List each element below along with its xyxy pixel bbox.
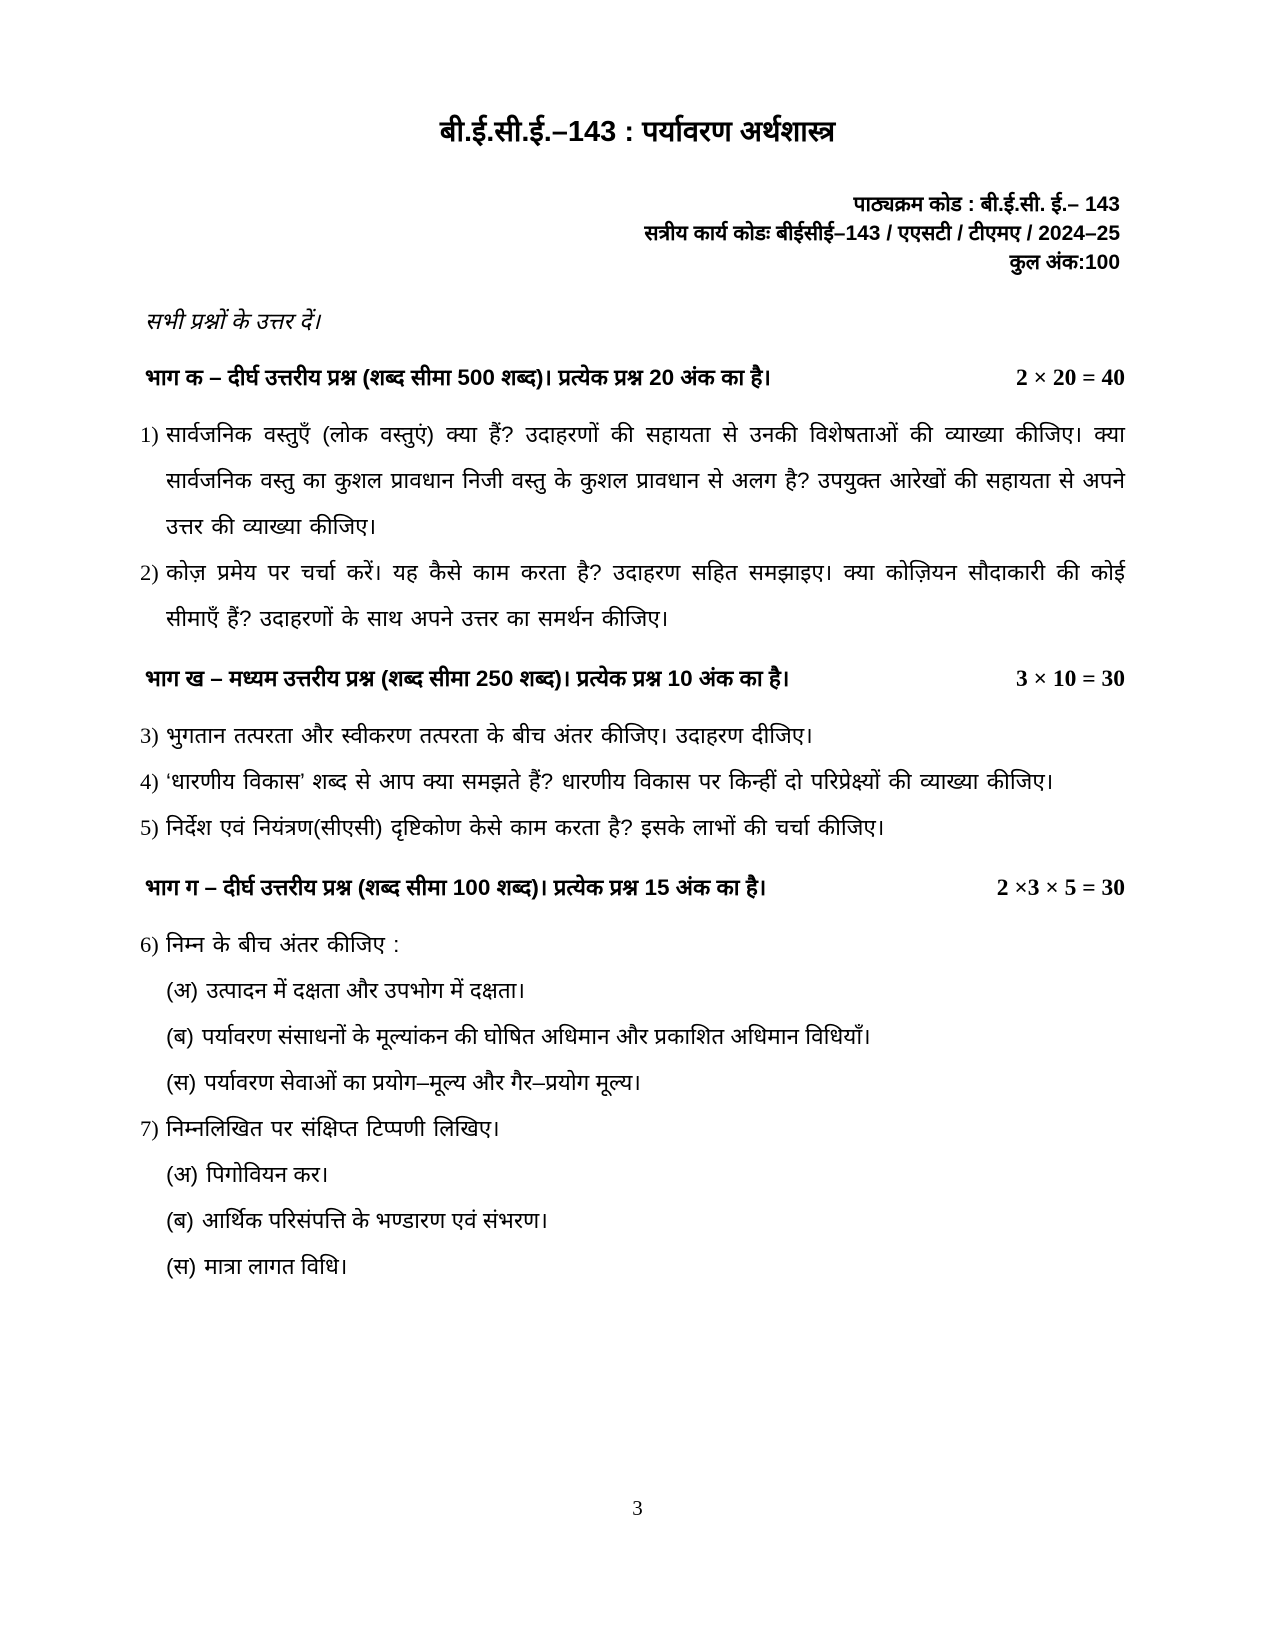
header-codes bbox=[0, 190, 1120, 277]
question-7-subitem-b-text: आर्थिक परिसंपत्ति के भण्डारण एवं संभरण। bbox=[201, 1208, 548, 1233]
question-7-subitem-b bbox=[166, 1198, 1125, 1244]
question-6-number: 6) bbox=[140, 932, 159, 957]
section-a-heading bbox=[145, 355, 1125, 401]
question-6-text: निम्न के बीच अंतर कीजिए : bbox=[166, 932, 400, 957]
section-a-marks: 2 × 20 = 40 bbox=[1015, 365, 1125, 391]
question-6-subitem-b bbox=[166, 1014, 1125, 1060]
question-7-text: निम्नलिखित पर संक्षिप्त टिप्पणी लिखिए। bbox=[166, 1116, 500, 1141]
question-3 bbox=[140, 713, 1125, 759]
assignment-code-line: सत्रीय कार्य कोडः बीईसीई–143 / एएसटी / टीएमए / 2024–25 bbox=[644, 222, 1120, 245]
question-1-text: सार्वजनिक वस्तुएँ (लोक वस्तुएं) क्या हैं? उदाहरणों की सहायता से उनकी विशेषताओं की व्याख्या कीजिए। क्या सार्वजनिक वस्तु का कुशल प्रावधान निजी वस्तु के कुशल प्रावधान से अलग है? उपयुक्त आरेखों की सहायता से अपने उत्तर की व्याख्या कीजिए। bbox=[166, 422, 1125, 539]
section-a-title: भाग क – दीर्घ उत्तरीय प्रश्न (शब्द सीमा 500 शब्द)। प्रत्येक प्रश्न 20 अंक का है। bbox=[145, 365, 771, 390]
question-2 bbox=[140, 550, 1125, 642]
question-7-subitem-c-marker: (स) bbox=[166, 1254, 197, 1279]
question-3-number: 3) bbox=[140, 723, 159, 748]
question-1 bbox=[140, 412, 1125, 550]
question-2-number: 2) bbox=[140, 560, 159, 585]
section-b-heading bbox=[145, 656, 1125, 702]
question-2-text: कोज़ प्रमेय पर चर्चा करें। यह कैसे काम करता है? उदाहरण सहित समझाइए। क्या कोज़ियन सौदाकारी की कोई सीमाएँ हैं? उदाहरणों के साथ अपने उत्तर का समर्थन कीजिए। bbox=[166, 560, 1125, 631]
section-b-marks: 3 × 10 = 30 bbox=[1015, 666, 1125, 692]
question-4-number: 4) bbox=[140, 769, 159, 794]
question-1-number: 1) bbox=[140, 422, 159, 447]
question-6 bbox=[140, 922, 1125, 968]
question-5 bbox=[140, 805, 1125, 851]
question-7-number: 7) bbox=[140, 1116, 159, 1141]
question-6-subitem-a-text: उत्पादन में दक्षता और उपभोग में दक्षता। bbox=[206, 978, 526, 1003]
question-7 bbox=[140, 1106, 1125, 1152]
question-7-subitem-a-text: पिगोवियन कर। bbox=[206, 1162, 329, 1187]
question-4 bbox=[140, 759, 1125, 805]
question-7-subitem-c-text: मात्रा लागत विधि। bbox=[204, 1254, 348, 1279]
total-marks-line: कुल अंक:100 bbox=[1009, 251, 1120, 274]
question-5-number: 5) bbox=[140, 815, 159, 840]
section-b-title: भाग ख – मध्यम उत्तरीय प्रश्न (शब्द सीमा 250 शब्द)। प्रत्येक प्रश्न 10 अंक का है। bbox=[145, 666, 790, 691]
question-7-subitem-a bbox=[166, 1152, 1125, 1198]
question-6-subitem-c-text: पर्यावरण सेवाओं का प्रयोग–मूल्य और गैर–प्रयोग मूल्य। bbox=[204, 1070, 641, 1095]
question-6-subitem-a bbox=[166, 968, 1125, 1014]
question-7-subitem-b-marker: (ब) bbox=[166, 1208, 194, 1233]
page-title: बी.ई.सी.ई.–143 : पर्यावरण अर्थशास्त्र bbox=[439, 116, 836, 148]
question-6-subitem-c-marker: (स) bbox=[166, 1070, 197, 1095]
instruction-line: सभी प्रश्नों के उत्तर दें। bbox=[145, 308, 321, 334]
question-7-subitem-a-marker: (अ) bbox=[166, 1162, 199, 1187]
question-6-subitem-c bbox=[166, 1060, 1125, 1106]
question-3-text: भुगतान तत्परता और स्वीकरण तत्परता के बीच अंतर कीजिए। उदाहरण दीजिए। bbox=[166, 723, 813, 748]
section-c-marks: 2 ×3 × 5 = 30 bbox=[996, 875, 1125, 901]
section-c-title: भाग ग – दीर्घ उत्तरीय प्रश्न (शब्द सीमा 100 शब्द)। प्रत्येक प्रश्न 15 अंक का है। bbox=[145, 875, 767, 900]
question-6-subitem-b-text: पर्यावरण संसाधनों के मूल्यांकन की घोषित अधिमान और प्रकाशित अधिमान विधियाँ। bbox=[201, 1024, 871, 1049]
page-number: 3 bbox=[632, 1496, 643, 1520]
question-4-text: ‘धारणीय विकास’ शब्द से आप क्या समझते हैं? धारणीय विकास पर किन्हीं दो परिप्रेक्ष्यों की व्याख्या कीजिए। bbox=[166, 769, 1054, 794]
question-6-subitem-a-marker: (अ) bbox=[166, 978, 199, 1003]
course-code-line: पाठ्यक्रम कोड : बी.ई.सी. ई.– 143 bbox=[853, 193, 1120, 216]
section-c-heading bbox=[145, 865, 1125, 911]
question-6-subitem-b-marker: (ब) bbox=[166, 1024, 194, 1049]
question-7-subitem-c bbox=[166, 1244, 1125, 1290]
question-5-text: निर्देश एवं नियंत्रण(सीएसी) दृष्टिकोण केसे काम करता है? इसके लाभों की चर्चा कीजिए। bbox=[166, 815, 885, 840]
